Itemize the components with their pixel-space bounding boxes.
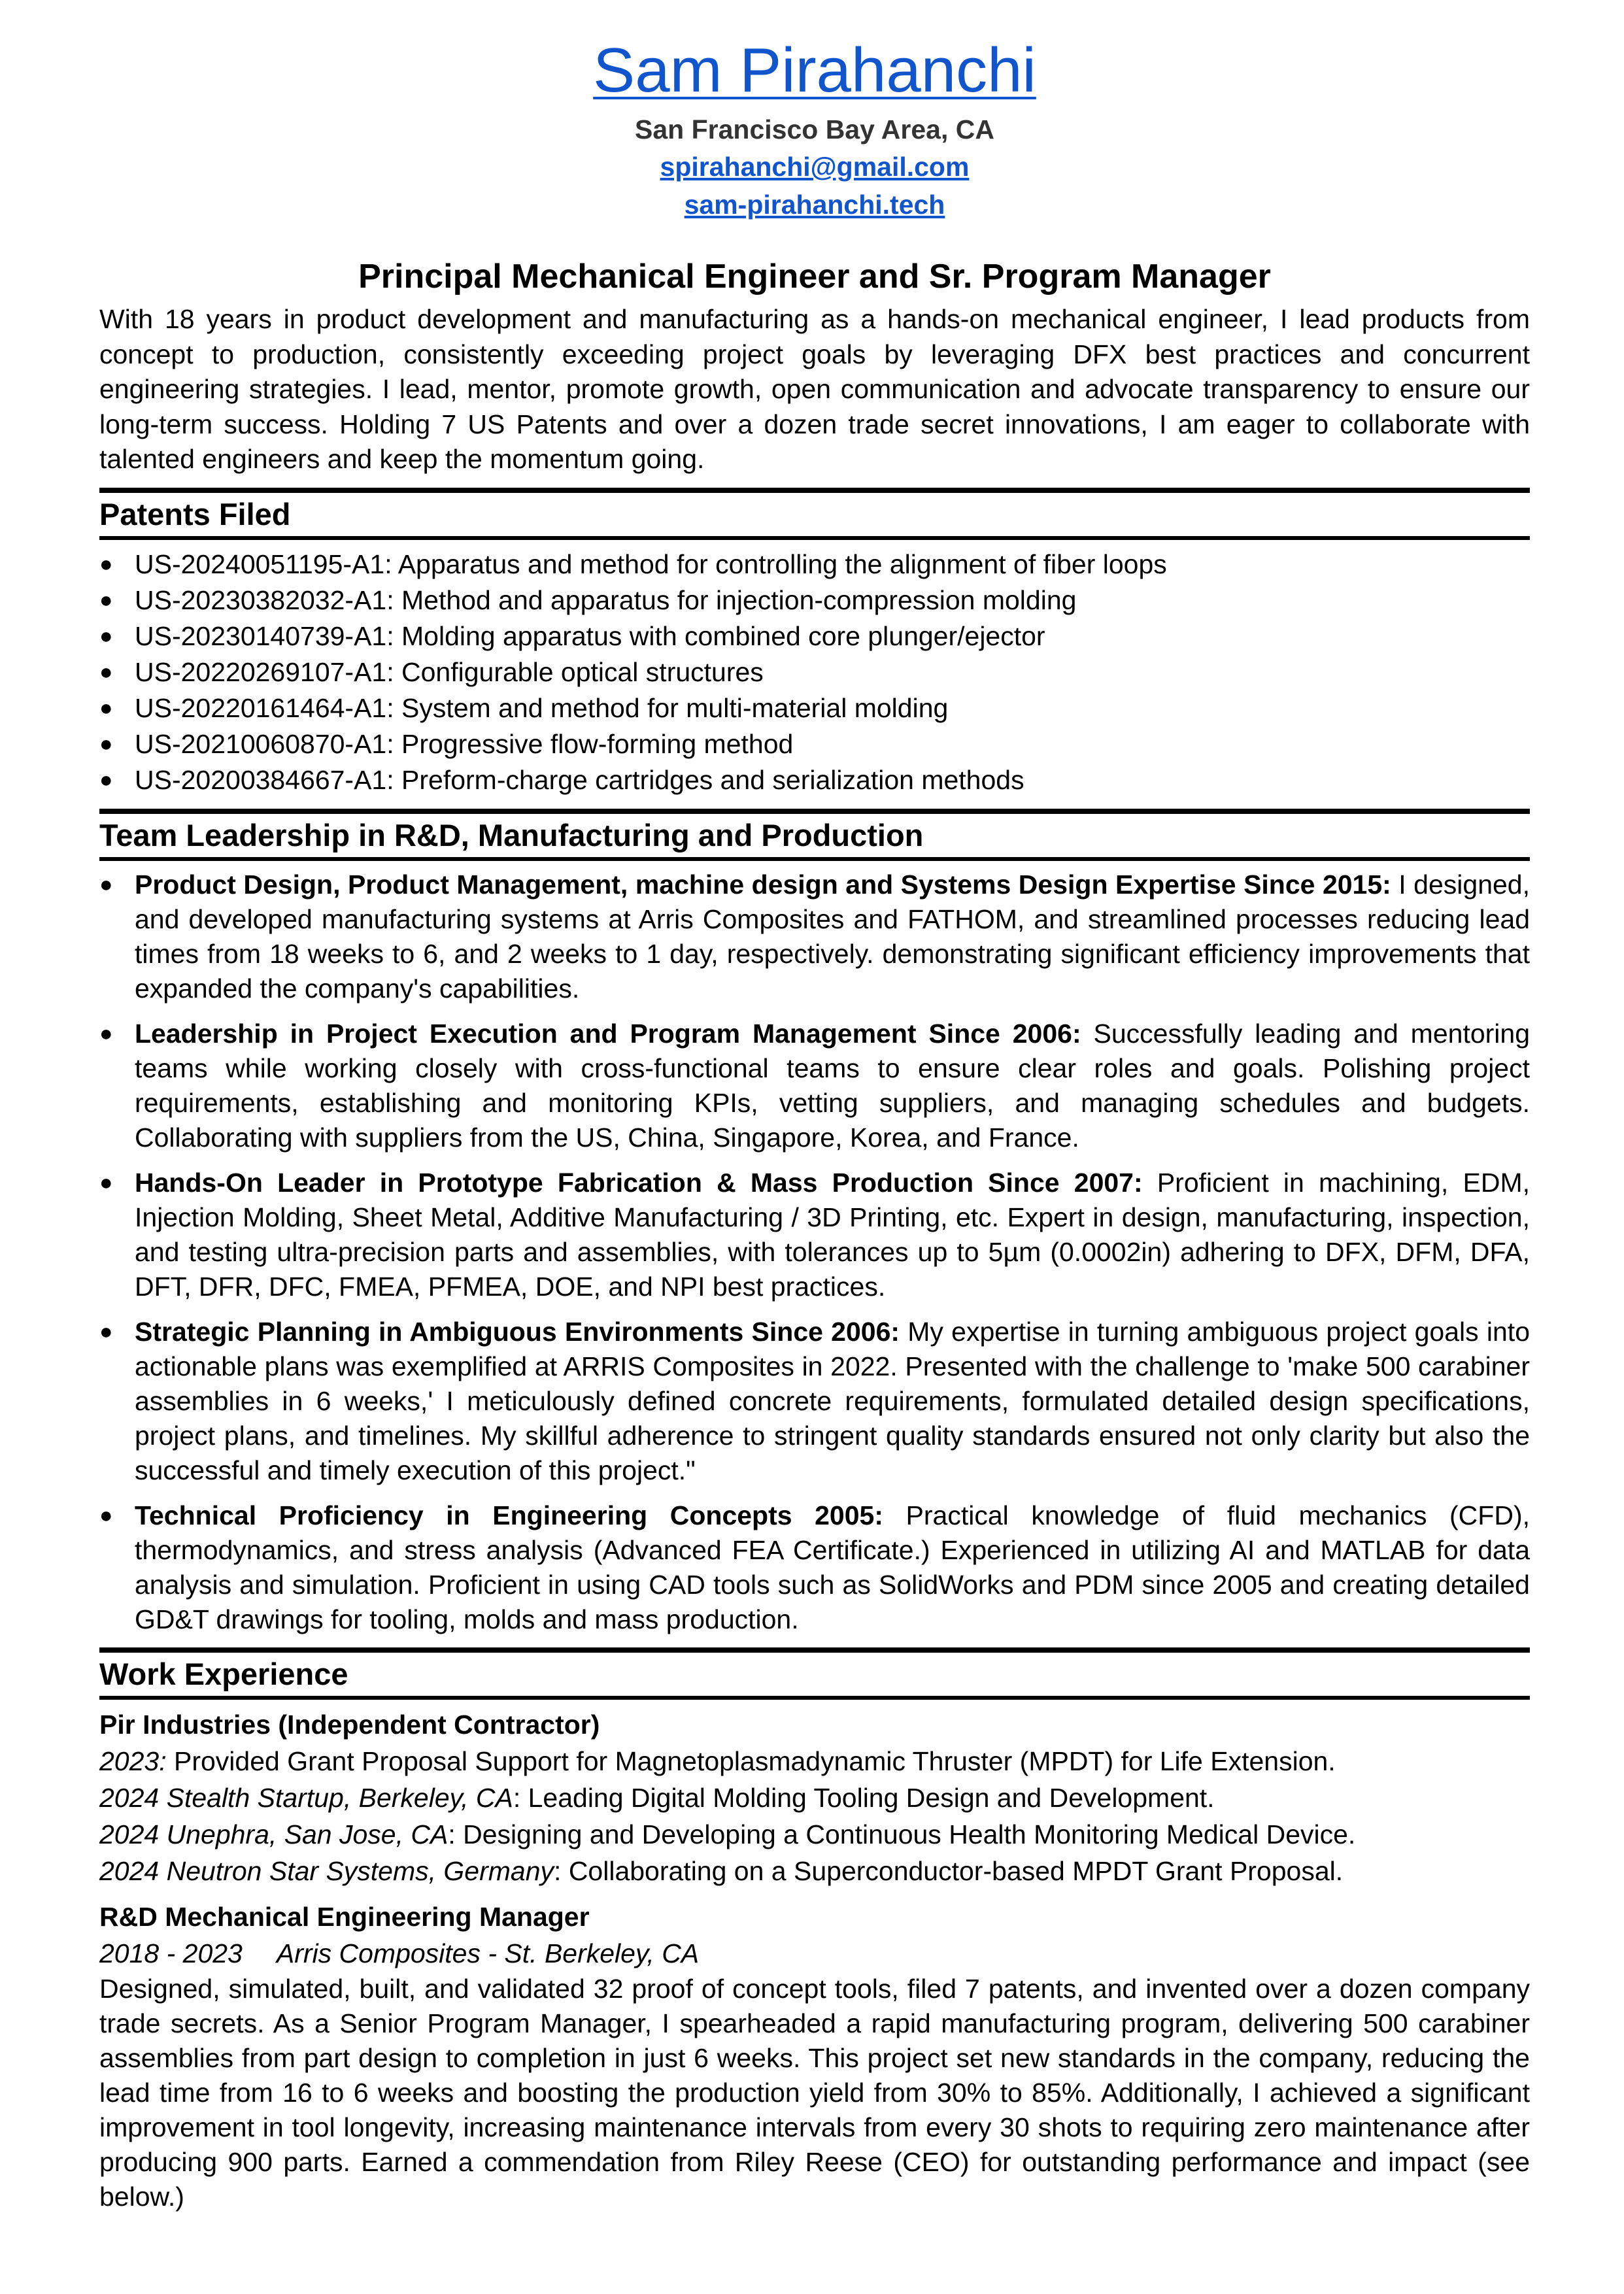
- patent-text: US-20220269107-A1: Configurable optical structures: [135, 656, 764, 687]
- job-line: [99, 1853, 1530, 1889]
- section-heading-patents: Patents Filed: [99, 488, 1530, 540]
- list-item: [99, 582, 1530, 618]
- list-item: [99, 726, 1530, 762]
- job-line-date: 2024 Stealth Startup, Berkeley, CA: [99, 1782, 513, 1813]
- job-line: [99, 1780, 1530, 1816]
- job-line: [99, 1743, 1530, 1780]
- list-item: [99, 690, 1530, 726]
- job-line-date: 2024 Neutron Star Systems, Germany: [99, 1855, 554, 1886]
- job-line: [99, 1816, 1530, 1853]
- list-item: [99, 618, 1530, 654]
- bullet-icon: ●: [99, 587, 113, 613]
- patent-text: US-20240051195-A1: Apparatus and method for controlling the alignment of fiber loops: [135, 548, 1167, 579]
- job-line-text: : Collaborating on a Superconductor-based MPDT Grant Proposal.: [554, 1855, 1344, 1886]
- leadership-list: [99, 868, 1530, 1637]
- resume-header: [99, 33, 1530, 224]
- item-text: My expertise in turning ambiguous project goals into actionable plans was exemplified at ARRIS Composites in 2022. Presented with the challenge to 'make 500 carabiner assemblies in 6 weeks,' I meticulously defined concrete requirements, formulated detailed design specifications, project plans, and timelines. My skillful adherence to stringent quality standards ensured not only clarity but also the successful and timely execution of this project.": [135, 1316, 1530, 1485]
- patent-text: US-20200384667-A1: Preform-charge cartridges and serialization methods: [135, 764, 1024, 795]
- job-title: Pir Industries (Independent Contractor): [99, 1709, 600, 1740]
- patent-text: US-20210060870-A1: Progressive flow-forming method: [135, 728, 794, 759]
- item-lead: Leadership in Project Execution and Program Management Since 2006:: [135, 1018, 1081, 1049]
- resume-page: [99, 33, 1530, 2214]
- job-dates-company: [99, 1935, 1530, 1972]
- job-line-text: : Leading Digital Molding Tooling Design and Development.: [513, 1782, 1215, 1813]
- bullet-icon: ●: [99, 623, 113, 649]
- item-text: Practical knowledge of fluid mechanics (CFD), thermodynamics, and stress analysis (Advanced FEA Certificate.) Experienced in utilizing AI and MATLAB for data analysis and simulation. Proficient in using CAD tools such as SolidWorks and PDM since 2005 and creating detailed GD&T drawings for tooling, molds and mass production.: [135, 1500, 1530, 1634]
- job-dates: 2018 - 2023: [99, 1938, 243, 1968]
- list-item: [99, 1017, 1530, 1155]
- job-line-date: 2023:: [99, 1746, 167, 1776]
- bullet-icon: ●: [99, 767, 113, 792]
- item-lead: Technical Proficiency in Engineering Concepts 2005:: [135, 1500, 883, 1530]
- item-text: Proficient in machining, EDM, Injection Molding, Sheet Metal, Additive Manufacturing / 3D Printing, etc. Expert in design, manufacturing, inspection, and testing ultra-precision parts and assemblies, with tolerances up to 5µm (0.0002in) adhering to DFX, DFM, DFA, DFT, DFR, DFC, FMEA, PFMEA, DOE, and NPI best practices.: [135, 1167, 1530, 1302]
- bullet-icon: ●: [99, 1502, 113, 1528]
- website-link[interactable]: sam-pirahanchi.tech: [684, 190, 945, 220]
- list-item: [99, 1166, 1530, 1304]
- item-text: Successfully leading and mentoring teams while working closely with cross-functional teams to ensure clear roles and goals. Polishing project requirements, establishing and monitoring KPIs, vetting suppliers, and managing schedules and budgets. Collaborating with suppliers from the US, China, Singapore, Korea, and France.: [135, 1018, 1531, 1153]
- list-item: [99, 547, 1530, 582]
- candidate-name[interactable]: Sam Pirahanchi: [593, 35, 1036, 105]
- list-item: [99, 654, 1530, 690]
- patent-list: [99, 547, 1530, 798]
- job-line-text: : Designing and Developing a Continuous Health Monitoring Medical Device.: [448, 1819, 1356, 1849]
- item-lead: Hands-On Leader in Prototype Fabrication & Mass Production Since 2007:: [135, 1167, 1143, 1198]
- item-text: I designed, and developed manufacturing systems at Arris Composites and FATHOM, and streamlined processes reducing lead times from 18 weeks to 6, and 2 weeks to 1 day, respectively. demonstrating significant efficiency improvements that expanded the company's capabilities.: [135, 869, 1530, 1004]
- job-description: Designed, simulated, built, and validated 32 proof of concept tools, filed 7 patents, and invented over a dozen company trade secrets. As a Senior Program Manager, I spearheaded a rapid manufacturing program, delivering 500 carabiner assemblies from part design to completion in just 6 weeks. This project set new standards in the company, reducing the lead time from 16 to 6 weeks and boosting the production yield from 30% to 85%. Additionally, I achieved a significant improvement in tool longevity, increasing maintenance intervals from every 30 shots to requiring zero maintenance after producing 900 parts. Earned a commendation from Riley Reese (CEO) for outstanding performance and impact (see below.): [99, 1973, 1530, 2212]
- bullet-icon: ●: [99, 1170, 113, 1195]
- list-item: [99, 762, 1530, 798]
- list-item: [99, 868, 1530, 1006]
- patent-text: US-20230140739-A1: Molding apparatus with combined core plunger/ejector: [135, 620, 1045, 651]
- item-lead: Strategic Planning in Ambiguous Environments Since 2006:: [135, 1316, 900, 1347]
- bullet-icon: ●: [99, 871, 113, 897]
- item-lead: Product Design, Product Management, machine design and Systems Design Expertise Since 2015:: [135, 869, 1391, 900]
- patent-text: US-20230382032-A1: Method and apparatus for injection-compression molding: [135, 584, 1077, 615]
- bullet-icon: ●: [99, 695, 113, 720]
- location: San Francisco Bay Area, CA: [635, 114, 994, 144]
- list-item: [99, 1498, 1530, 1637]
- bullet-icon: ●: [99, 1020, 113, 1046]
- bullet-icon: ●: [99, 659, 113, 684]
- bullet-icon: ●: [99, 551, 113, 577]
- section-heading-work: Work Experience: [99, 1647, 1530, 1700]
- job-line-date: 2024 Unephra, San Jose, CA: [99, 1819, 448, 1849]
- job-company: Arris Composites - St. Berkeley, CA: [276, 1938, 700, 1968]
- list-item: [99, 1315, 1530, 1488]
- job-line-text: Provided Grant Proposal Support for Magnetoplasmadynamic Thruster (MPDT) for Life Extension.: [166, 1746, 1336, 1776]
- summary-paragraph: With 18 years in product development and manufacturing as a hands-on mechanical engineer, I lead products from concept to production, consistently exceeding project goals by leveraging DFX best practices and concurrent engineering strategies. I lead, mentor, promote growth, open communication and advocate transparency to ensure our long-term success. Holding 7 US Patents and over a dozen trade secret innovations, I am eager to collaborate with talented engineers and keep the momentum going.: [99, 304, 1530, 474]
- bullet-icon: ●: [99, 1319, 113, 1344]
- email-link[interactable]: spirahanchi@gmail.com: [660, 152, 970, 182]
- section-heading-leadership: Team Leadership in R&D, Manufacturing and Production: [99, 809, 1530, 861]
- resume-title: Principal Mechanical Engineer and Sr. Program Manager: [358, 258, 1271, 295]
- patent-text: US-20220161464-A1: System and method for multi-material molding: [135, 692, 949, 723]
- bullet-icon: ●: [99, 731, 113, 756]
- job-title: R&D Mechanical Engineering Manager: [99, 1901, 590, 1932]
